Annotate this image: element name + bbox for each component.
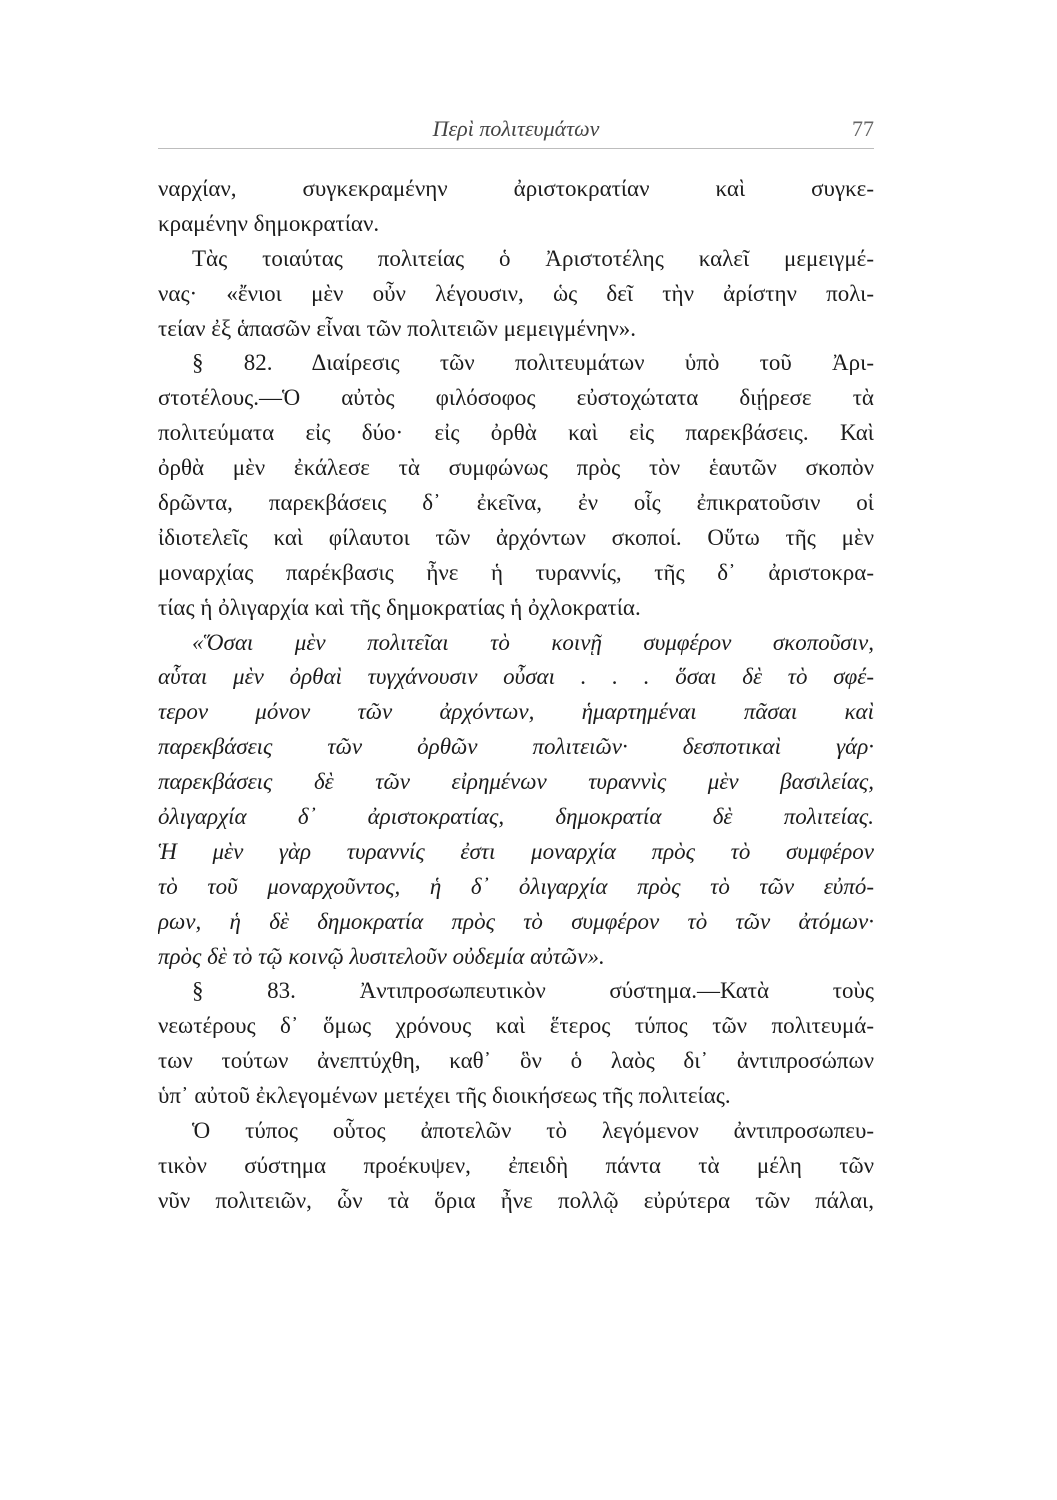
text-line: ναρχίαν, συγκεκραμένην ἀριστοκρατίαν καὶ συγκε- (158, 176, 874, 201)
text-line: ὑπ᾿ αὐτοῦ ἐκλεγομένων μετέχει τῆς διοικήσεως τῆς πολιτείας. (158, 1083, 731, 1109)
quote-line: παρεκβάσεις τῶν ὀρθῶν πολιτειῶν· δεσποτικαὶ γάρ· (158, 734, 874, 760)
text-line: κραμένην δημοκρατίαν. (158, 210, 380, 236)
text-line: τείαν ἐξ ἁπασῶν εἶναι τῶν πολιτειῶν μεμειγμένην». (158, 315, 637, 341)
page-number: 77 (852, 116, 874, 141)
quote-line: «Ὅσαι μὲν πολιτεῖαι τὸ κοινῇ συμφέρον σκοποῦσιν, (192, 629, 874, 655)
text-line: τίας ἡ ὀλιγαρχία καὶ τῆς δημοκρατίας ἡ ὀχλοκρατία. (158, 594, 641, 620)
quote-line: ρων, ἡ δὲ δημοκρατία πρὸς τὸ συμφέρον τὸ τῶν ἀτόμων· (158, 908, 874, 934)
text-line: νῦν πολιτειῶν, ὧν τὰ ὅρια ἦνε πολλῷ εὐρύτερα τῶν πάλαι, (158, 1187, 874, 1213)
text-line: ἰδιοτελεῖς καὶ φίλαυτοι τῶν ἀρχόντων σκοποί. Οὕτω τῆς μὲν (158, 524, 874, 550)
quote-line: παρεκβάσεις δὲ τῶν εἰρημένων τυραννὶς μὲν βασιλείας, (158, 769, 874, 795)
running-title: Περὶ πολιτευμάτων (432, 116, 600, 141)
page-header (158, 108, 874, 149)
text-line: Ὁ τύπος οὗτος ἀποτελῶν τὸ λεγόμενον ἀντιπροσωπευ- (192, 1118, 874, 1144)
text-line: δρῶντα, παρεκβάσεις δ᾿ ἐκεῖνα, ἐν οἷς ἐπικρατοῦσιν οἱ (158, 490, 874, 516)
text-line: στοτέλους.—Ὁ αὐτὸς φιλόσοφος εὐστοχώτατα διῄρεσε τὰ (158, 385, 874, 411)
section-82-heading: § 82. Διαίρεσις τῶν πολιτευμάτων ὑπὸ τοῦ Ἀρι- (192, 350, 874, 376)
section-83-heading: § 83. Ἀντιπροσωπευτικὸν σύστημα.—Κατὰ τοὺς (192, 978, 874, 1004)
quote-line: τὸ τοῦ μοναρχοῦντος, ἡ δ᾿ ὀλιγαρχία πρὸς τὸ τῶν εὐπό- (158, 873, 874, 899)
quote-line: ὀλιγαρχία δ᾿ ἀριστοκρατίας, δημοκρατία δὲ πολιτείας. (158, 804, 874, 830)
text-line: νας· «ἔνιοι μὲν οὖν λέγουσιν, ὡς δεῖ τὴν ἀρίστην πολι- (158, 280, 874, 306)
quote-line: Ἡ μὲν γὰρ τυραννίς ἐστι μοναρχία πρὸς τὸ συμφέρον (158, 838, 874, 864)
text-line: Τὰς τοιαύτας πολιτείας ὁ Ἀριστοτέλης καλεῖ μεμειγμέ- (192, 245, 874, 271)
quote-line: τερον μόνον τῶν ἀρχόντων, ἡμαρτημέναι πᾶσαι καὶ (158, 699, 874, 725)
quote-line: αὗται μὲν ὀρθαὶ τυγχάνουσιν οὖσαι . . . ὅσαι δὲ τὸ σφέ- (158, 664, 874, 690)
text-line: νεωτέρους δ᾿ ὅμως χρόνους καὶ ἕτερος τύπος τῶν πολιτευμά- (158, 1013, 874, 1039)
text-line: τικὸν σύστημα προέκυψεν, ἐπειδὴ πάντα τὰ μέλη τῶν (158, 1152, 874, 1178)
quote-line: πρὸς δὲ τὸ τῷ κοινῷ λυσιτελοῦν οὐδεμία αὐτῶν». (158, 943, 605, 969)
body-text (158, 172, 874, 1219)
text-line: των τούτων ἀνεπτύχθη, καθ᾿ ὃν ὁ λαὸς δι᾿ ἀντιπροσώπων (158, 1048, 874, 1074)
text-line: μοναρχίας παρέκβασις ἦνε ἡ τυραννίς, τῆς δ᾿ ἀριστοκρα- (158, 559, 874, 585)
text-line: ὀρθὰ μὲν ἐκάλεσε τὰ συμφώνως πρὸς τὸν ἑαυτῶν σκοπὸν (158, 455, 874, 481)
text-line: πολιτεύματα εἰς δύο· εἰς ὀρθὰ καὶ εἰς παρεκβάσεις. Καὶ (158, 420, 874, 446)
